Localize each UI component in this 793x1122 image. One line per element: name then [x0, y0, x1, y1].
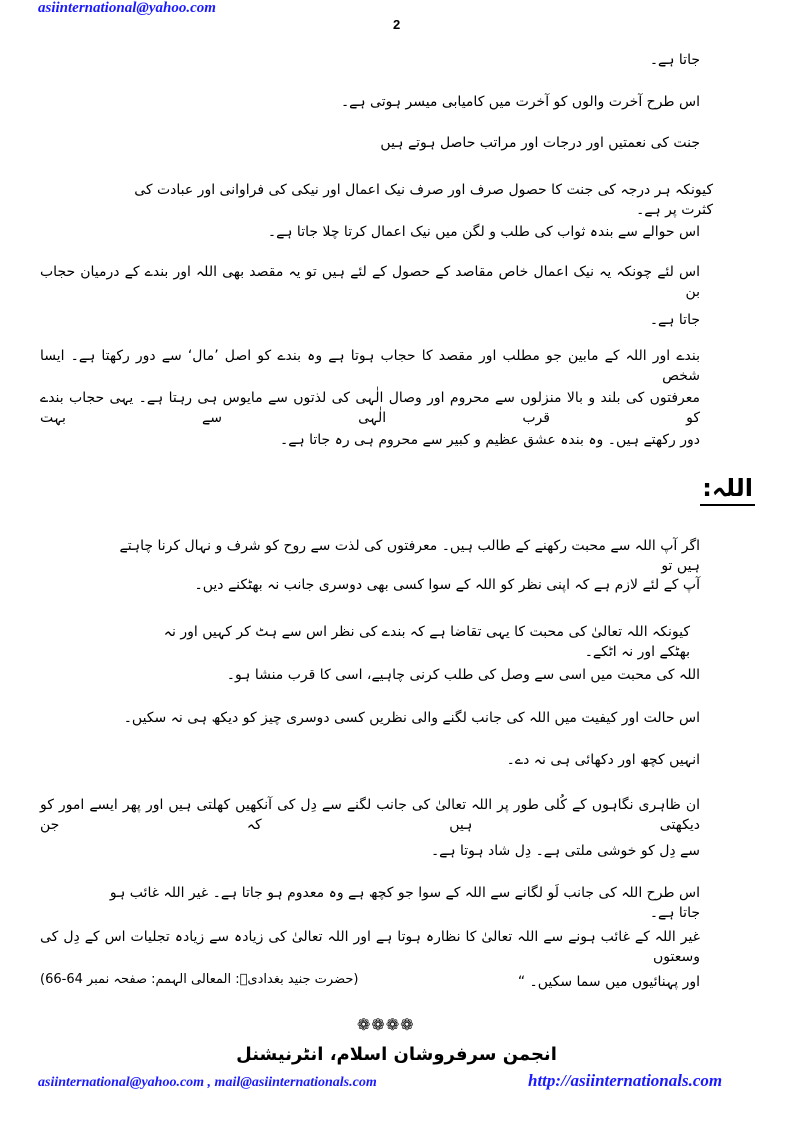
- paragraph-line: بندے اور اللہ کے مابین جو مطلب اور مقصد کا حجاب ہوتا ہے وہ بندے کو اصل ’مال‘ سے دور رکھتا ہے۔ ایسا شخص: [40, 348, 700, 384]
- paragraph-line: اس حوالے سے بندہ ثواب کی طلب و لگن میں نیک اعمال کرتا چلا جاتا ہے۔: [267, 224, 700, 240]
- paragraph-line: اس طرح آخرت والوں کو آخرت میں کامیابی میسر ہوتی ہے۔: [340, 94, 700, 110]
- page-number: 2: [393, 17, 401, 32]
- paragraph-line: اور پہنائیوں میں سما سکیں۔ “: [517, 974, 700, 990]
- citation: (حضرت جنید بغدادیؒ: المعالی الہمم: صفحہ نمبر 64-66): [40, 972, 359, 987]
- paragraph-line: اس طرح اللہ کی جانب لَو لگانے سے اللہ کے سوا جو کچھ ہے وہ معدوم ہو جاتا ہے۔ غیر اللہ غائب ہو جاتا ہے۔: [109, 885, 700, 921]
- paragraph-line: اگر آپ اللہ سے محبت رکھنے کے طالب ہیں۔ معرفتوں کی لذت سے روح کو شرف و نہال کرنا چاہتے ہیں تو: [119, 538, 700, 574]
- footer-emails[interactable]: asiinternational@yahoo.com , mail@asiinternationals.com: [38, 1075, 377, 1090]
- section-heading: اللہ:: [700, 472, 755, 506]
- paragraph-line: معرفتوں کی بلند و بالا منزلوں سے محروم اور وصال الٰہی کی لذتوں سے مایوس ہی رہتا ہے۔ یہی حجاب بندے کو قرب الٰہی سے بہت: [40, 390, 700, 426]
- organization-name: انجمن سرفروشان اسلام، انٹرنیشنل: [236, 1044, 557, 1065]
- paragraph-line: اس حالت اور کیفیت میں اللہ کی جانب لگنے والی نظریں کسی دوسری چیز کو دیکھ ہی نہ سکیں۔: [123, 710, 700, 726]
- paragraph-line: کیونکہ ہر درجہ کی جنت کا حصول صرف اور صرف نیک اعمال اور نیکی کی فراوانی اور عبادت کی کثرت پر ہے۔: [134, 182, 713, 218]
- footer-website-link[interactable]: http://asiinternationals.com: [528, 1071, 723, 1090]
- header-email[interactable]: asiinternational@yahoo.com: [38, 0, 216, 16]
- paragraph-line: جاتا ہے۔: [649, 312, 700, 328]
- paragraph-line: انہیں کچھ اور دکھائی ہی نہ دے۔: [506, 752, 700, 768]
- ornament-divider: ❁❁❁❁: [357, 1015, 415, 1034]
- paragraph-line: جنت کی نعمتیں اور درجات اور مراتب حاصل ہوتے ہیں: [380, 135, 700, 151]
- paragraph-line: جاتا ہے۔: [649, 52, 700, 68]
- paragraph-line: کیونکہ اللہ تعالیٰ کی محبت کا یہی تقاضا ہے کہ بندے کی نظر اس سے ہٹ کر کہیں اور نہ بھٹکے اور نہ اٹکے۔: [163, 624, 690, 660]
- paragraph-line: غیر اللہ کے غائب ہونے سے اللہ تعالیٰ کا نظارہ ہوتا ہے اور اللہ تعالیٰ کی زیادہ سے زیادہ تجلیات اس کے دِل کی وسعتوں: [40, 929, 700, 965]
- paragraph-line: ان ظاہری نگاہوں کے کُلی طور پر اللہ تعالیٰ کی جانب لگنے سے دِل کی آنکھیں کھلتی ہیں اور پھر ایسے امور کو دیکھتی ہیں کہ جن: [40, 797, 700, 833]
- paragraph-line: اس لئے چونکہ یہ نیک اعمال خاص مقاصد کے حصول کے لئے ہیں تو یہ مقصد بھی اللہ اور بندے کے درمیان حجاب بن: [40, 264, 700, 300]
- paragraph-line: دور رکھتے ہیں۔ وہ بندہ عشق عظیم و کبیر سے محروم ہی رہ جاتا ہے۔: [280, 432, 700, 448]
- paragraph-line: آپ کے لئے لازم ہے کہ اپنی نظر کو اللہ کے سوا کسی بھی دوسری جانب نہ بھٹکنے دیں۔: [194, 577, 700, 593]
- paragraph-line: اللہ کی محبت میں اسی سے وصل کی طلب کرنی چاہیے، اسی کا قرب منشا ہو۔: [226, 667, 700, 683]
- paragraph-line: سے دِل کو خوشی ملتی ہے۔ دِل شاد ہوتا ہے۔: [430, 843, 700, 859]
